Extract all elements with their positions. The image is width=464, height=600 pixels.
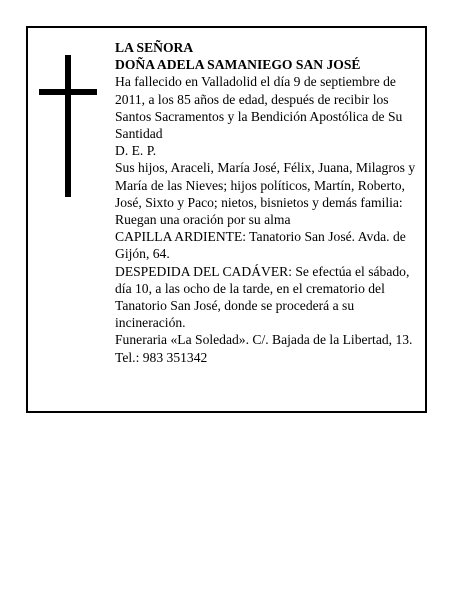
family-list: Sus hijos, Araceli, María José, Félix, Juana, Milagros y María de las Nieves; hijos políticos, Martín, Roberto, José, Sixto y Paco; nietos, bisnietos y demás familia: (115, 160, 416, 210)
notice-body (115, 39, 421, 366)
obituary-notice (26, 26, 427, 413)
latin-cross-icon (39, 55, 97, 197)
dep-abbreviation: D. E. P. (115, 143, 157, 159)
chapel-info: CAPILLA ARDIENTE: Tanatorio San José. Avda. de Gijón, 64. (115, 229, 406, 262)
prayer-request: Ruegan una oración por su alma (115, 212, 291, 228)
notice-heading: LA SEÑORA (115, 40, 194, 55)
cross-horizontal-bar (39, 89, 97, 95)
death-announcement: Ha fallecido en Valladolid el día 9 de septiembre de 2011, a los 85 años de edad, después de recibir los Santos Sacramentos y la Bendición Apostólica de Su Santidad (115, 74, 403, 142)
funeral-home-info: Funeraria «La Soledad». C/. Bajada de la Libertad, 13. Tel.: 983 351342 (115, 332, 413, 365)
farewell-info: DESPEDIDA DEL CADÁVER: Se efectúa el sábado, día 10, a las ocho de la tarde, en el crematorio del Tanatorio San José, donde se procederá a su incineración. (115, 263, 410, 331)
deceased-name: DOÑA ADELA SAMANIEGO SAN JOSÉ (115, 57, 361, 73)
cross-vertical-bar (65, 55, 71, 197)
